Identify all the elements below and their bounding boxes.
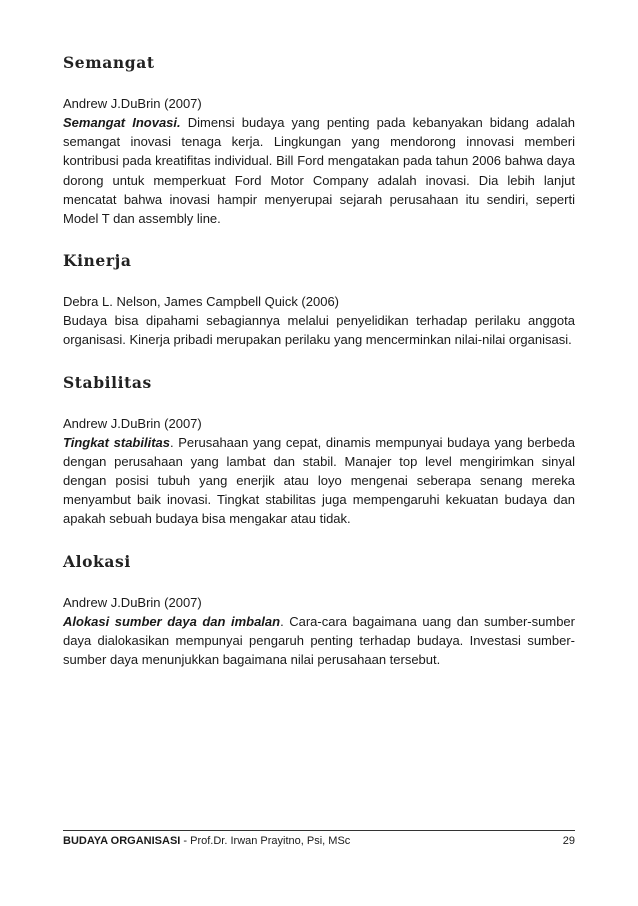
- section-author: Andrew J.DuBrin (2007): [63, 594, 202, 610]
- body-text: Budaya bisa dipahami sebagiannya melalui penyelidikan terhadap perilaku anggota organisasi. Kinerja pribadi merupakan perilaku yang mencerminkan nilai-nilai organisasi.: [63, 313, 575, 348]
- page-number: 29: [562, 835, 575, 847]
- section-body: [63, 311, 575, 349]
- footer-book-title: BUDAYA ORGANISASI: [63, 835, 181, 847]
- footer-credit: [63, 834, 350, 848]
- page-footer: [63, 830, 575, 847]
- section-heading: Semangat: [63, 53, 155, 72]
- body-text: . Cara-cara bagaimana uang dan sumber-sumber daya dialokasikan mempunyai pengaruh penting terhadap budaya. Investasi sumber-sumber daya menunjukkan bagaimana nilai perusahaan tersebut.: [63, 613, 575, 668]
- section-author: Debra L. Nelson, James Campbell Quick (2006): [63, 294, 340, 310]
- section-heading: Stabilitas: [63, 372, 152, 392]
- lead-term: Tingkat stabilitas: [63, 434, 170, 450]
- footer-author: - Prof.Dr. Irwan Prayitno, Psi, MSc: [180, 835, 351, 847]
- section-alokasi: [63, 551, 575, 670]
- section-author: Andrew J.DuBrin (2007): [63, 96, 202, 111]
- lead-term: Semangat Inovasi.: [63, 115, 181, 130]
- section-stabilitas: [63, 372, 575, 529]
- section-author: Andrew J.DuBrin (2007): [63, 415, 202, 431]
- lead-term: Alokasi sumber daya dan imbalan: [63, 613, 281, 629]
- section-body: [63, 612, 575, 670]
- document-page: [63, 52, 575, 691]
- body-text: Dimensi budaya yang penting pada kebanyakan bidang adalah semangat inovasi tenaga kerja. Lingkungan yang mendorong innovasi memberi kontribusi pada kreatifitas individual. Bill Ford mengatakan pada tahun 2006 bahwa daya dorong untuk memperkuat Ford Motor Company adalah inovasi. Dia lebih lanjut mencatat bahwa inovasi hampir menyerupai sejarah perusahaan itu sendiri, seperti Model T dan assembly line.: [63, 115, 575, 227]
- section-kinerja: [63, 250, 575, 349]
- body-text: . Perusahaan yang cepat, dinamis mempunyai budaya yang berbeda dengan perusahaan yang lambat dan stabil. Manajer top level mengirimkan sinyal dengan posisi tubuh yang enerjik atau loyo mengenai seberapa senang mereka menyambut baik inovasi. Tingkat stabilitas juga mempengaruhi kekuatan budaya dan apakah sebuah budaya bisa mengakar atau tidak.: [63, 434, 575, 527]
- section-heading: Alokasi: [63, 551, 131, 571]
- section-body: [63, 433, 575, 529]
- section-semangat: [63, 52, 575, 228]
- section-heading: Kinerja: [63, 251, 132, 271]
- section-body: [63, 113, 575, 228]
